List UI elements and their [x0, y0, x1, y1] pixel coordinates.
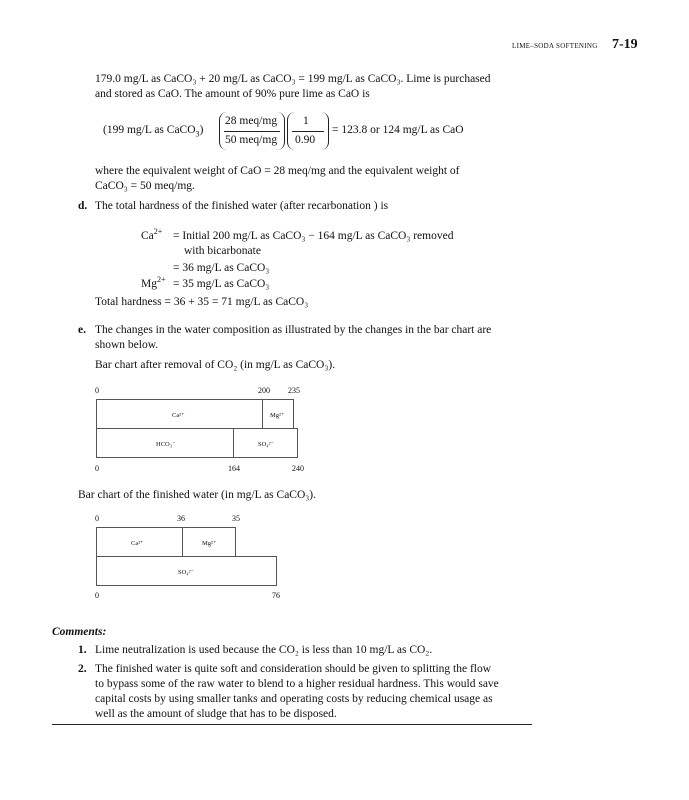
- bar-ca-segment: [96, 399, 263, 429]
- bar2-so4-segment: [96, 556, 277, 586]
- frac2-denominator: 0.90: [295, 134, 316, 146]
- bar2-ca-label: Ca²⁺: [131, 540, 144, 547]
- intro-line-1: 179.0 mg/L as CaCO₃ + 20 mg/L as CaCO₃ = 199 mg/L as CaCO₃. Lime is purchased: [95, 73, 491, 85]
- bar-hco3-segment: [96, 428, 234, 458]
- frac2-bar: [292, 131, 324, 132]
- frac1-bar: [224, 131, 280, 132]
- comment-2-line-1: The finished water is quite soft and consideration should be given to splitting the flow: [95, 663, 492, 675]
- part-d-text: The total hardness of the finished water (after recarbonation ) is: [95, 200, 389, 212]
- bar-hco3-label: HCO₃⁻: [156, 441, 176, 448]
- chart2-bottom-tick-0: 0: [95, 591, 99, 600]
- chart2-top-tick-0: 0: [95, 514, 99, 523]
- page-number: 7-19: [612, 37, 638, 52]
- ca-label: $Ca^{2+}$: [141, 227, 163, 242]
- comment-1-text: Lime neutralization is used because the CO₂ is less than 10 mg/L as CO₂.: [95, 644, 433, 656]
- comment-2-line-3: capital costs by using smaller tanks and operating costs by reducing chemical usage as: [95, 693, 493, 705]
- comment-1-number: 1.: [78, 644, 87, 656]
- ca-line-1: = Initial 200 mg/L as CaCO₃ − 164 mg/L as CaCO₃ removed: [173, 230, 454, 242]
- where-line-2: CaCO₃ = 50 meq/mg.: [95, 180, 195, 192]
- bar-mg-label: Mg²⁺: [270, 412, 285, 419]
- comment-2-line-2: to bypass some of the raw water to blend to a higher residual hardness. This would save: [95, 678, 499, 690]
- comments-heading: Comments:: [52, 626, 107, 638]
- fraction-equivalents: [219, 112, 285, 150]
- comment-2-number: 2.: [78, 663, 87, 675]
- equation-lhs: (199 mg/L as CaCO$_3$): [103, 124, 204, 139]
- frac1-numerator: 28 meq/mg: [225, 115, 278, 127]
- chart2-bottom-tick-76: 76: [272, 591, 280, 600]
- chart2-top-tick-36: 36: [177, 514, 185, 523]
- chart-1-title: Bar chart after removal of CO₂ (in mg/L as CaCO₃).: [95, 359, 336, 371]
- chart1-top-tick-200: 200: [258, 386, 270, 395]
- mg-label: $Mg^{2+}$: [141, 275, 166, 290]
- mg-line: = 35 mg/L as CaCO₃: [173, 278, 270, 290]
- part-e-line-1: The changes in the water composition as illustrated by the changes in the bar chart are: [95, 324, 492, 336]
- bar-mg-segment: [262, 399, 294, 429]
- bar-so4-label: SO₄²⁻: [258, 441, 274, 448]
- chart1-bottom-tick-240: 240: [292, 464, 304, 473]
- total-hardness-line: Total hardness = 36 + 35 = 71 mg/L as CaCO₃: [95, 296, 309, 308]
- comment-2-line-4: well as the amount of sludge that has to be disposed.: [95, 708, 337, 720]
- part-e-label: e.: [78, 324, 86, 336]
- bar-ca-label: Ca²⁺: [172, 412, 185, 419]
- ca-line-3: = 36 mg/L as CaCO₃: [173, 262, 270, 274]
- bar2-so4-label: SO₄²⁻: [178, 569, 194, 576]
- ca-line-2: with bicarbonate: [184, 245, 261, 257]
- chart1-top-tick-0: 0: [95, 386, 99, 395]
- equation-result: = 123.8 or 124 mg/L as CaO: [332, 124, 464, 136]
- fraction-purity: [287, 112, 329, 150]
- bar2-mg-label: Mg²⁺: [202, 540, 217, 547]
- chart1-top-tick-235: 235: [288, 386, 300, 395]
- part-e-line-2: shown below.: [95, 339, 159, 351]
- part-d-label: d.: [78, 200, 88, 212]
- bottom-rule: [52, 724, 532, 725]
- running-title: LIME–SODA SOFTENING: [512, 42, 598, 50]
- chart2-top-tick-35: 35: [232, 514, 240, 523]
- bar-so4-segment: [233, 428, 298, 458]
- frac1-denominator: 50 meq/mg: [225, 134, 278, 146]
- chart-2-title: Bar chart of the finished water (in mg/L as CaCO₃).: [78, 489, 316, 501]
- frac2-numerator: 1: [303, 115, 309, 127]
- bar2-ca-segment: [96, 527, 183, 557]
- chart1-bottom-tick-164: 164: [228, 464, 240, 473]
- chart1-bottom-tick-0: 0: [95, 464, 99, 473]
- bar2-mg-segment: [182, 527, 236, 557]
- intro-line-2: and stored as CaO. The amount of 90% pure lime as CaO is: [95, 88, 370, 100]
- where-line-1: where the equivalent weight of CaO = 28 meq/mg and the equivalent weight of: [95, 165, 460, 177]
